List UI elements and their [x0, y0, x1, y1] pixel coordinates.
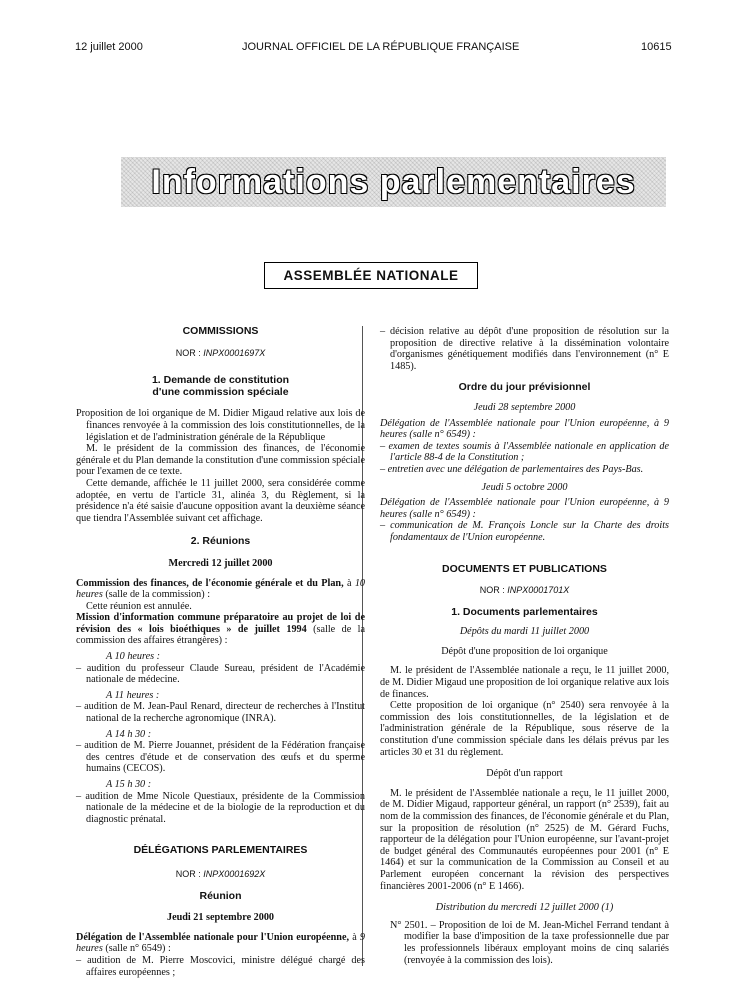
demande-paragraph-2: M. le président de la commission des finances, de l'économie générale et du Plan demande la constitution d'une commission spéciale pour l'examen de ce texte. [76, 443, 365, 478]
depot-loi-paragraph-1: M. le président de l'Assemblée nationale a reçu, le 11 juillet 2000, de M. Didier Migaud une proposition de loi organique relative aux lois de finances. [380, 665, 669, 700]
mission-room: (salle de la commission des affaires étrangères) : [76, 623, 365, 647]
delegation-entry [76, 932, 365, 955]
nor-commissions [76, 348, 365, 360]
demande-heading-line1: 1. Demande de constitution [151, 374, 290, 387]
finances-connector: à [343, 577, 355, 589]
jeudi5-heading: Jeudi 5 octobre 2000 [481, 481, 568, 493]
depots-heading: Dépôts du mardi 11 juillet 2000 [459, 626, 590, 638]
delegation-name: Délégation de l'Assemblée nationale pour l'Union européenne, [76, 931, 350, 943]
delegation28-entry: Délégation de l'Assemblée nationale pour l'Union européenne, à 9 heures (salle n° 6549) : [380, 417, 669, 441]
right-column [380, 326, 669, 966]
slot2-item: – audition de M. Jean-Paul Renard, directeur de recherches à l'Institut national de la recherche agronomique (INRA). [76, 701, 365, 725]
commissions-heading: COMMISSIONS [182, 325, 259, 337]
demande-heading-line2: d'une commission spéciale [152, 385, 289, 398]
slot4-time: A 15 h 30 : [106, 779, 152, 790]
finances-room: (salle de la commission) : [102, 589, 211, 601]
mission-entry [76, 612, 365, 647]
documents-parlementaires-heading: 1. Documents parlementaires [451, 605, 598, 618]
slot3-time: A 14 h 30 : [106, 728, 152, 740]
ordre-du-jour-heading: Ordre du jour prévisionnel [458, 381, 591, 394]
delegation28-item-1: – examen de textes soumis à l'Assemblée nationale en application de l'article 88-4 de la Constitution ; [380, 440, 669, 464]
depot-rapport-paragraph: M. le président de l'Assemblée nationale a reçu, le 11 juillet 2000, de M. Didier Migaud, rapporteur général, un rapport (n° 2539), fait au nom de la commission des finances, de l'économie générale et du Plan, sur la proposition de résolution (n° 2525) de M. Gérard Fuchs, rapporteur de la délégation pour l'Union européenne, sur l'avant-projet de budget général des Communautés européennes pour 2001 (n° E 1464) et sur la communication de la Commission au Conseil et au Parlement européen concernant la révision des perspectives financières 2001-2006 (n° E 1466). [380, 787, 669, 892]
delegation28-item-2: – entretien avec une délégation de parlementaires des Pays-Bas. [380, 463, 644, 475]
distribution-item: N° 2501. – Proposition de loi de M. Jean-Michel Ferrand tendant à modifier la base d'imposition de la taxe professionnelle due par les professionnels libéraux employant moins de cinq salariés (renvoyée à la commission des lois). [390, 919, 669, 966]
nor-code: INPX0001701X [507, 585, 570, 596]
mission-name: Mission d'information commune préparatoire au projet de loi de révision des « lois bioéthiques » de juillet 1994 [76, 612, 365, 635]
demande-paragraph-1: Proposition de loi organique de M. Didier Migaud relative aux lois de finances renvoyée à la commission des lois constitutionnelles, de la législation et de l'administration générale de la République [76, 408, 365, 443]
banner-title: Informations parlementaires [151, 162, 636, 201]
nor-label: NOR : [175, 868, 204, 879]
depot-rapport-heading: Dépôt d'un rapport [486, 768, 563, 780]
header-journal-title: JOURNAL OFFICIEL DE LA RÉPUBLIQUE FRANÇAISE [242, 41, 520, 53]
depot-loi-heading: Dépôt d'une proposition de loi organique [441, 645, 608, 657]
mercredi-heading: Mercredi 12 juillet 2000 [168, 557, 273, 569]
header-date: 12 juillet 2000 [75, 41, 143, 53]
delegation-time: 9 heures [76, 931, 365, 955]
delegation-connector: à [349, 931, 360, 943]
nor-label: NOR : [175, 347, 204, 358]
distribution-heading: Distribution du mercredi 12 juillet 2000 (1) [435, 902, 614, 914]
slot1-item: – audition du professeur Claude Sureau, président de l'Académie nationale de médecine. [76, 662, 365, 686]
slot2-time: A 11 heures : [106, 689, 160, 701]
finances-note: Cette réunion est annulée. [86, 600, 192, 612]
banner [121, 157, 666, 207]
nor-label: NOR : [479, 585, 508, 596]
nor-code: INPX0001697X [203, 347, 266, 358]
documents-heading: DOCUMENTS ET PUBLICATIONS [442, 562, 607, 575]
delegation-item: – audition de M. Pierre Moscovici, ministre délégué chargé des affaires européennes ; [76, 954, 365, 978]
jeudi28-heading: Jeudi 28 septembre 2000 [473, 401, 576, 413]
jeudi21-heading: Jeudi 21 septembre 2000 [166, 912, 275, 924]
finances-time: 10 heures [76, 577, 365, 601]
nor-delegations [76, 869, 365, 881]
section-title: ASSEMBLÉE NATIONALE [283, 268, 459, 283]
slot1-time: A 10 heures : [106, 651, 161, 663]
finances-commission-entry [76, 578, 365, 601]
reunions-heading: 2. Réunions [190, 535, 251, 548]
nor-documents [380, 585, 669, 597]
nor-code: INPX0001692X [203, 868, 266, 879]
demande-paragraph-3: Cette demande, affichée le 11 juillet 2000, sera considérée comme adoptée, en vertu de l'article 31, alinéa 3, du Règlement, si la présidence n'a été saisie d'aucune opposition avant la deuxième séance que tiendra l'Assemblée suivant cet affichage. [76, 477, 365, 524]
slot3-item: – audition de M. Pierre Jouannet, président de la Fédération française des centres d'étude et de conservation des œufs et du sperme humains (CECOS). [76, 740, 365, 775]
delegation5-item-1: – communication de M. François Loncle sur la Charte des droits fondamentaux de l'Union européenne. [380, 520, 669, 543]
depot-loi-paragraph-2: Cette proposition de loi organique (n° 2540) sera renvoyée à la commission des lois constitutionnelles, de la législation et de l'administration générale de la République, sous réserve de la constitution d'une commission spéciale dans les délais prévus par les articles 30 et 31 du règlement. [380, 700, 669, 758]
delegations-heading: DÉLÉGATIONS PARLEMENTAIRES [133, 844, 308, 857]
header-page-number: 10615 [641, 41, 672, 53]
slot4-item: – audition de Mme Nicole Questiaux, présidente de la Commission nationale de la médecine et de la biologie de la reproduction et du diagnostic prénatal. [76, 790, 365, 825]
reunion-heading: Réunion [199, 889, 242, 902]
section-title-box [264, 262, 478, 289]
left-column [76, 326, 365, 978]
delegation-room: (salle n° 6549) : [102, 943, 171, 955]
delegation5-entry: Délégation de l'Assemblée nationale pour l'Union européenne, à 9 heures (salle n° 6549) : [380, 497, 669, 520]
ogm-item: – décision relative au dépôt d'une proposition de résolution sur la proposition de directive relative à la dissémination volontaire d'organismes génétiquement modifiés dans l'environnement (n° E 1485). [380, 326, 669, 372]
finances-commission-name: Commission des finances, de l'économie générale et du Plan, [76, 577, 344, 589]
